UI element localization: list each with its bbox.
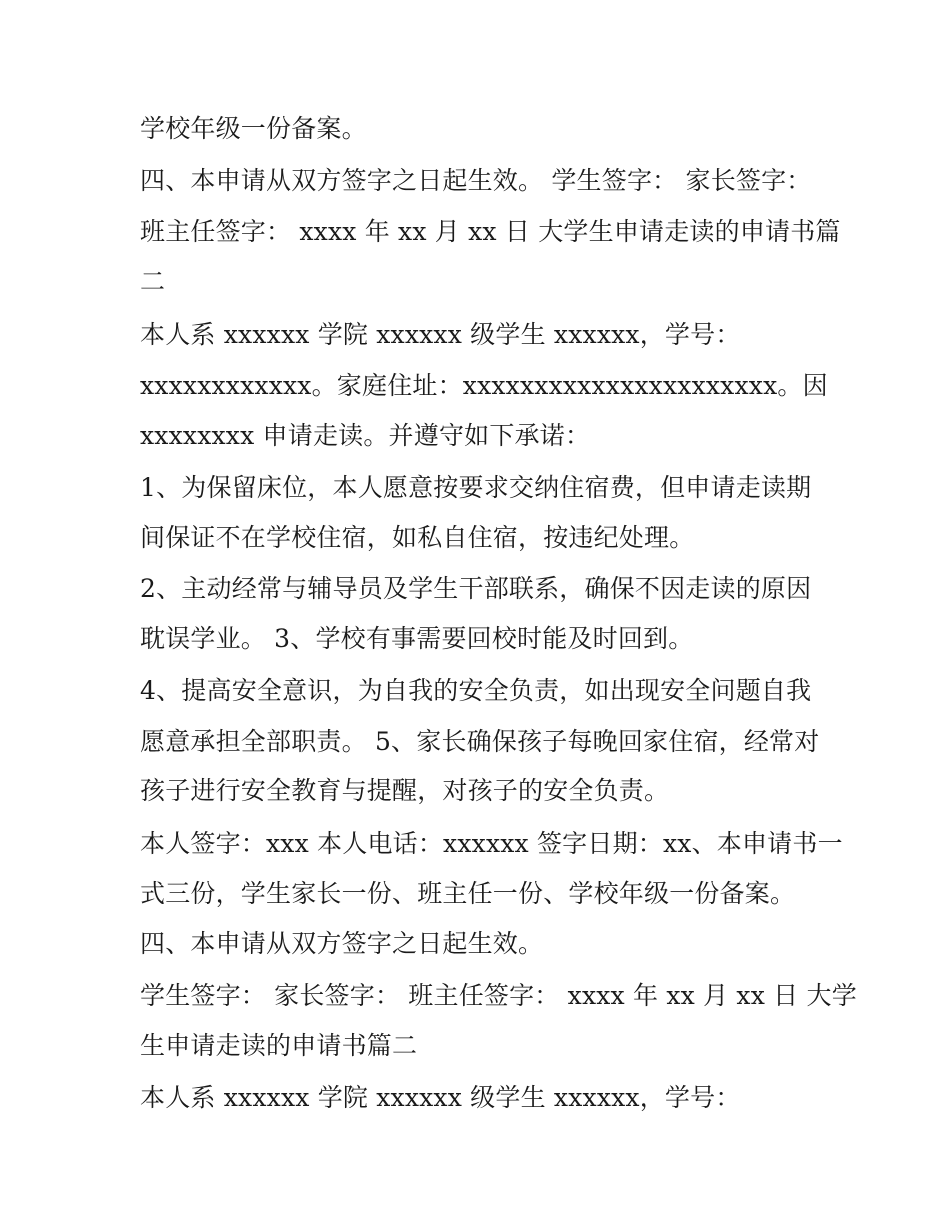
text-line: 本人系 xxxxxx 学院 xxxxxx 级学生 xxxxxx，学号： — [140, 320, 741, 349]
text-line: xxxxxxxxxxxx。家庭住址：xxxxxxxxxxxxxxxxxxxxxx。因 — [140, 371, 828, 400]
text-line: 2、主动经常与辅导员及学生干部联系，确保不因走读的原因 — [140, 574, 812, 603]
text-line: xxxxxxxx 申请走读。并遵守如下承诺： — [140, 421, 591, 450]
text-line: 1、为保留床位，本人愿意按要求交纳住宿费，但申请走读期 — [140, 473, 812, 502]
text-line: 学生签字： 家长签字： 班主任签字： xxxx 年 xx 月 xx 日 大学 — [140, 981, 857, 1010]
text-line: 二 — [140, 267, 166, 296]
text-line: 耽误学业。 3、学校有事需要回校时能及时回到。 — [140, 624, 694, 653]
text-line: 4、提高安全意识，为自我的安全负责，如出现安全问题自我 — [140, 676, 812, 705]
text-line: 四、本申请从双方签字之日起生效。 学生签字： 家长签字： — [140, 166, 812, 195]
text-line: 孩子进行安全教育与提醒，对孩子的安全负责。 — [140, 776, 670, 805]
text-line: 学校年级一份备案。 — [140, 114, 367, 143]
text-line: 本人系 xxxxxx 学院 xxxxxx 级学生 xxxxxx，学号： — [140, 1083, 741, 1112]
text-line: 间保证不在学校住宿，如私自住宿，按违纪处理。 — [140, 523, 695, 552]
text-line: 生申请走读的申请书篇二 — [140, 1031, 418, 1060]
text-line: 愿意承担全部职责。 5、家长确保孩子每晚回家住宿，经常对 — [140, 727, 820, 756]
text-line: 式三份，学生家长一份、班主任一份、学校年级一份备案。 — [140, 879, 796, 908]
text-line: 四、本申请从双方签字之日起生效。 — [140, 929, 544, 958]
text-line: 班主任签字： xxxx 年 xx 月 xx 日 大学生申请走读的申请书篇 — [140, 217, 841, 246]
text-line: 本人签字：xxx 本人电话：xxxxxx 签字日期：xx、本申请书一 — [140, 829, 843, 858]
